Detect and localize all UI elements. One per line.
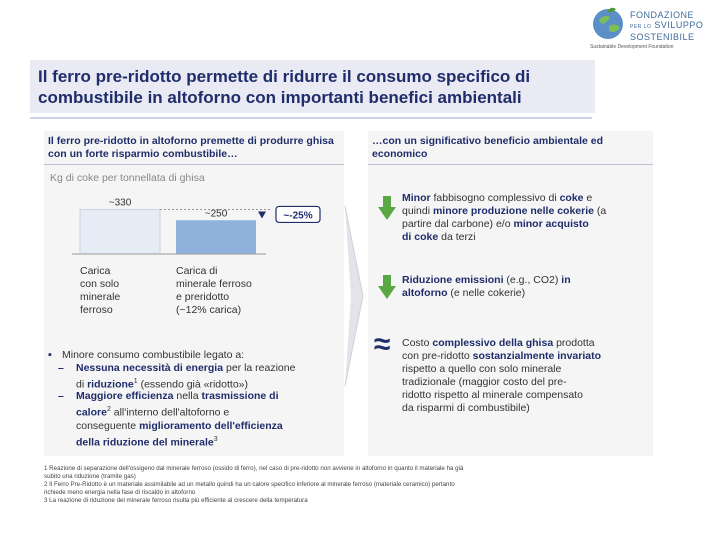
benefit-coke bbox=[402, 192, 652, 244]
item1-l4b: da terzi bbox=[438, 231, 476, 243]
bar1-caption bbox=[80, 265, 120, 317]
sub1-text3: (essendo già «ridotto») bbox=[137, 378, 248, 391]
item3-l1c: prodotta bbox=[553, 337, 595, 349]
sub2-bold4: miglioramento dell'efficienza bbox=[139, 419, 283, 432]
item1-l3a: partire dal carbone) e/o bbox=[402, 218, 514, 230]
item3-l1b: complessivo della ghisa bbox=[432, 337, 554, 349]
logo-text bbox=[630, 10, 703, 42]
logo-line2: SVILUPPO bbox=[654, 20, 704, 30]
coke-chart bbox=[44, 188, 344, 258]
item1-l2c: (a bbox=[594, 205, 607, 217]
sub2-text1: nella bbox=[173, 390, 202, 402]
bar1-caption-line: ferroso bbox=[80, 304, 113, 316]
bar-2 bbox=[176, 220, 256, 254]
arrow-down-icon bbox=[378, 275, 396, 299]
right-heading-divider bbox=[368, 164, 653, 165]
sub1-bold1: Nessuna necessità di energia bbox=[76, 362, 224, 374]
bar2-caption-line: e preridotto bbox=[176, 291, 230, 303]
item3-l2a: con pre-ridotto bbox=[402, 350, 473, 362]
item1-l4a: di coke bbox=[402, 231, 439, 243]
item2-l1c: in bbox=[561, 274, 571, 286]
approx-equal-icon: ≈ bbox=[374, 328, 391, 361]
item3-l3: rispetto a quello con solo minerale bbox=[402, 363, 562, 375]
footnote-line: 1 Reazione di separazione dell'ossigeno dal minerale ferroso (ossido di ferro), nel caso di pre-ridotto non avviene in altoforno in quanto il materiale ha già bbox=[44, 465, 464, 472]
left-heading-divider bbox=[44, 164, 344, 165]
bar-1-value-label: ~330 bbox=[108, 197, 132, 209]
chevron-right-icon bbox=[343, 206, 365, 386]
item1-l2b: minore produzione nelle cokerie bbox=[432, 205, 594, 217]
item2-l2b: (e nelle cokerie) bbox=[447, 287, 526, 299]
sub2-bold3: calore bbox=[76, 406, 107, 419]
item1-l1c: coke bbox=[559, 192, 584, 204]
item1-l2a: quindi bbox=[402, 205, 433, 217]
bar1-caption-line: minerale bbox=[80, 291, 121, 303]
sub2-sup2: 3 bbox=[213, 435, 218, 443]
delta-label: ~-25% bbox=[283, 210, 313, 222]
logo-subtitle: Sustainable Development Foundation bbox=[590, 44, 674, 50]
sub2-sup1: 2 bbox=[106, 406, 111, 413]
benefit-emissions bbox=[402, 274, 652, 300]
bar2-caption-line: minerale ferroso bbox=[176, 278, 252, 290]
foundation-logo bbox=[588, 4, 716, 54]
footnote-line: subito una riduzione (tramite gas) bbox=[44, 473, 136, 480]
item3-l6: da risparmi di combustibile) bbox=[402, 402, 530, 414]
sub2-bold5: della riduzione del minerale bbox=[76, 436, 214, 448]
sub2-bold1: Maggiore efficienza bbox=[76, 390, 174, 402]
bar2-caption bbox=[176, 265, 252, 317]
sub2-text2: all'interno dell'altoforno e bbox=[110, 406, 230, 419]
footnote-line: 2 Il Ferro Pre-Ridotto è un materiale assimilabile ad un metallo quindi ha un calore specifico inferiore al minerale ferroso (materiale ceramico) pertanto bbox=[44, 481, 455, 488]
sub2-bold2: trasmissione di bbox=[201, 390, 279, 402]
item1-l3b: minor acquisto bbox=[513, 218, 589, 230]
footnote-line: richiede meno energia nella fase di riscaldo in altoforno bbox=[44, 489, 196, 496]
bar1-caption-line: con solo bbox=[80, 278, 120, 290]
benefit-cost bbox=[402, 337, 652, 415]
slide-title: Il ferro pre-ridotto permette di ridurre il consumo specifico di combustibile in altoforno con importanti benefici ambientali bbox=[38, 67, 531, 107]
item3-l5: ridotto rispetto al minerale compensato bbox=[402, 389, 583, 401]
dash-icon: – bbox=[58, 390, 64, 402]
footnote-line: 3 La reazione di riduzione del minerale ferroso risulta più efficiente al crescere della temperatura bbox=[44, 497, 308, 504]
right-heading: …con un significativo beneficio ambientale ed economico bbox=[372, 135, 604, 160]
item1-l1d: e bbox=[583, 192, 593, 204]
sub-bullet-1 bbox=[48, 362, 343, 392]
bar-1 bbox=[80, 209, 160, 254]
logo-line2-small: PER LO bbox=[630, 24, 652, 30]
left-heading: Il ferro pre-ridotto in altoforno premette di produrre ghisa con un forte risparmio combustibile… bbox=[48, 135, 334, 160]
bullet-intro: Minore consumo combustibile legato a: bbox=[62, 349, 245, 361]
sub-bullet-2 bbox=[48, 390, 343, 449]
sub1-sup: 1 bbox=[133, 378, 138, 385]
globe-leaf-icon bbox=[590, 6, 626, 42]
sub1-text2: di bbox=[76, 378, 88, 391]
item3-l4: tradizionale (maggior costo del pre- bbox=[402, 376, 567, 388]
bar2-caption-line: (~12% carica) bbox=[176, 304, 242, 316]
bullet-item bbox=[48, 349, 343, 362]
arrow-down-icon bbox=[378, 196, 396, 220]
item3-l2b: sostanzialmente invariato bbox=[472, 350, 601, 362]
logo-line3: SOSTENIBILE bbox=[630, 32, 695, 42]
sub1-bold2: riduzione bbox=[87, 378, 134, 391]
item2-l2a: altoforno bbox=[402, 287, 448, 299]
footnotes bbox=[44, 465, 664, 505]
item1-l1b: fabbisogno complessivo di bbox=[430, 192, 560, 204]
logo-line1: FONDAZIONE bbox=[630, 10, 695, 20]
bullet-dot-icon: ▪ bbox=[48, 349, 52, 361]
item1-l1a: Minor bbox=[402, 192, 431, 204]
title-divider bbox=[30, 117, 592, 119]
delta-arrow-icon bbox=[258, 211, 266, 218]
item2-l1a: Riduzione emissioni bbox=[402, 274, 504, 286]
dash-icon: – bbox=[58, 362, 64, 374]
sub1-text1: per la reazione bbox=[223, 362, 296, 374]
item3-l1a: Costo bbox=[402, 337, 433, 349]
bar-2-value-label: ~250 bbox=[204, 208, 228, 220]
item2-l1b: (e.g., CO2) bbox=[503, 274, 562, 286]
bar1-caption-line: Carica bbox=[80, 265, 111, 277]
bar2-caption-line: Carica di bbox=[176, 265, 218, 277]
chart-title: Kg di coke per tonnellata di ghisa bbox=[50, 172, 205, 184]
sub2-text3: conseguente bbox=[76, 419, 140, 432]
